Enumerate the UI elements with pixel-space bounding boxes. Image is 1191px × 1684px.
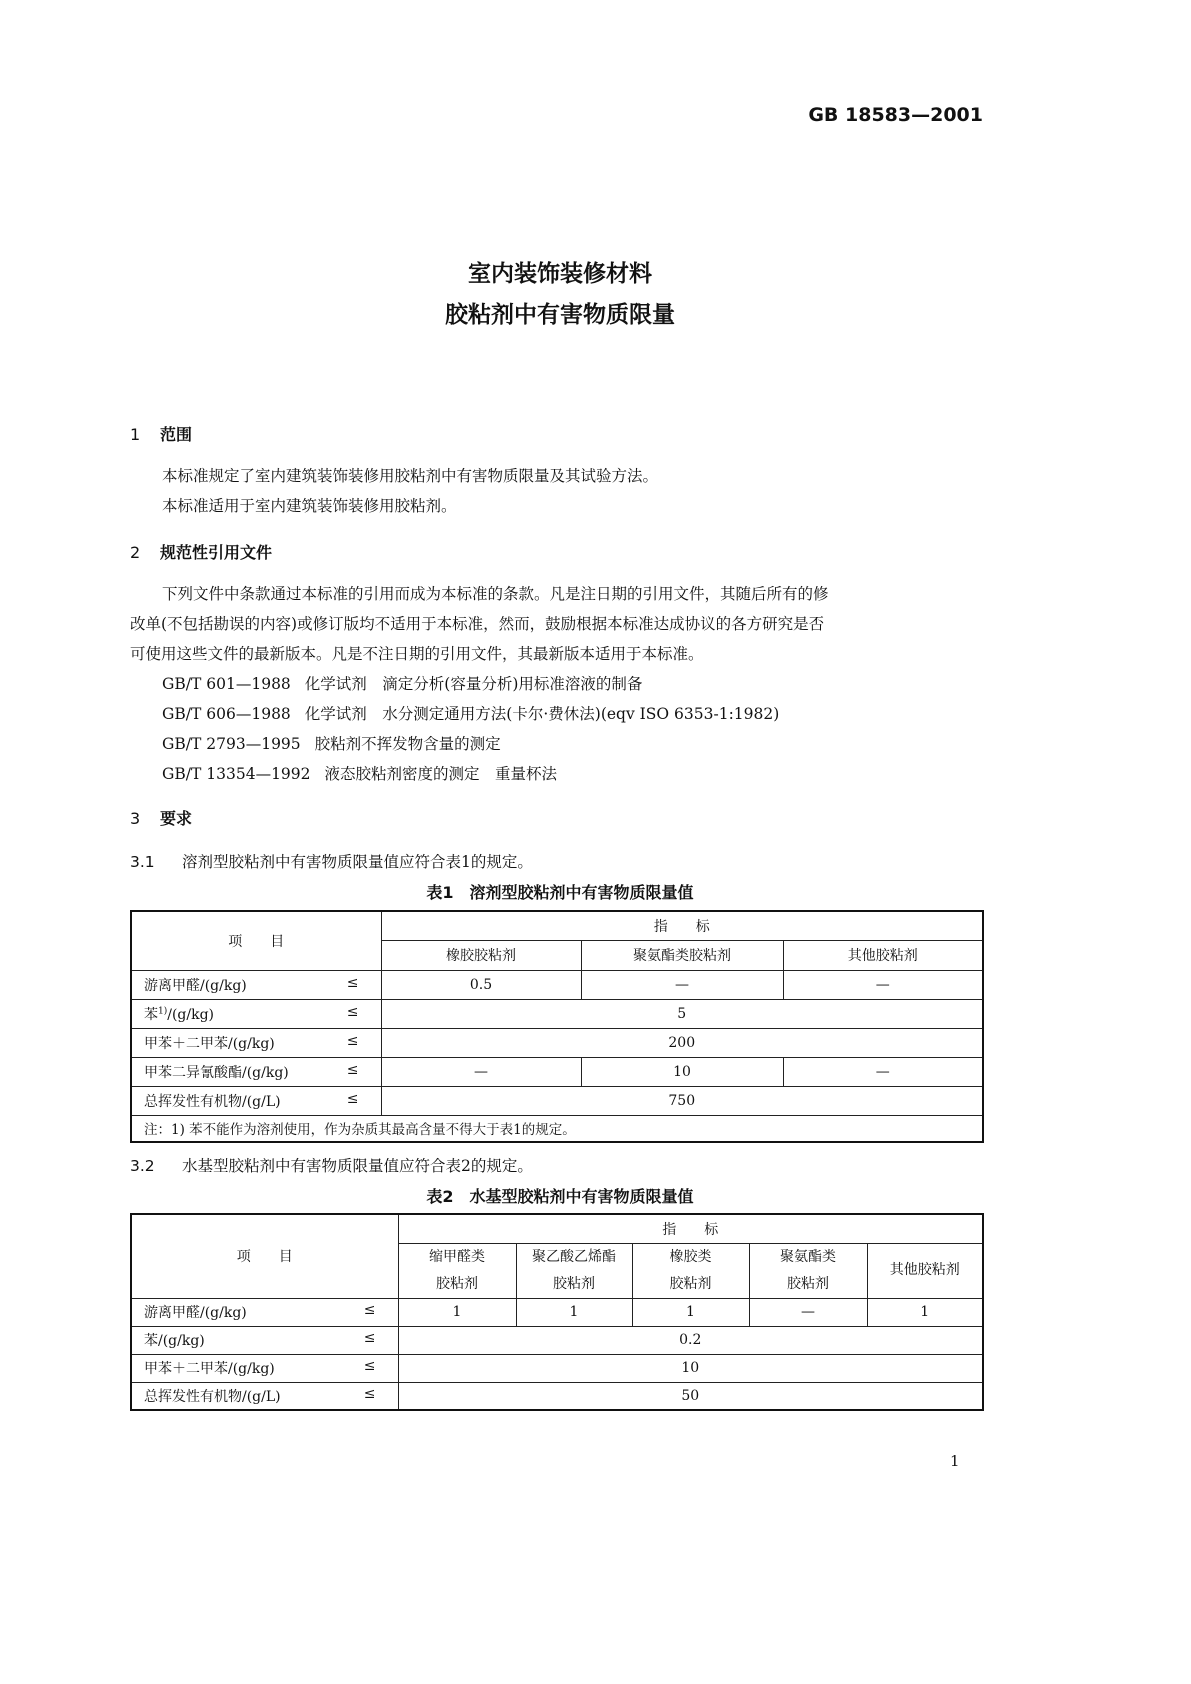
clause-3-1: 3.1 溶剂型胶粘剂中有害物质限量值应符合表1的规定。	[130, 853, 533, 871]
column-header: 橡胶胶粘剂	[381, 940, 581, 970]
value-cell: 1	[398, 1298, 516, 1326]
table-1	[130, 910, 984, 1143]
column-header: 橡胶类 胶粘剂	[632, 1243, 749, 1298]
table-row	[131, 1354, 983, 1382]
paragraph: 改单(不包括勘误的内容)或修订版均不适用于本标准，然而，鼓励根据本标准达成协议的各方研究是否	[130, 615, 825, 633]
column-header: 缩甲醛类 胶粘剂	[398, 1243, 516, 1298]
table-row	[131, 1326, 983, 1354]
value-cell: —	[783, 1057, 983, 1086]
table-row	[131, 1028, 983, 1057]
item-cell: 甲苯＋二甲苯/(g/kg) ≤	[131, 1354, 398, 1382]
reference-title: 化学试剂 水分测定通用方法(卡尔·费休法)(eqv ISO 6353-1:1982)	[304, 705, 780, 723]
column-header: 聚氨酯类 胶粘剂	[749, 1243, 867, 1298]
item-cell: 游离甲醛/(g/kg) ≤	[131, 1298, 398, 1326]
reference-item	[162, 702, 779, 724]
value-cell: 1	[632, 1298, 749, 1326]
item-cell: 总挥发性有机物/(g/L) ≤	[131, 1382, 398, 1410]
reference-item	[162, 762, 557, 784]
table-2	[130, 1213, 984, 1411]
reference-code: GB/T 13354—1992	[162, 765, 311, 783]
item-cell: 总挥发性有机物/(g/L) ≤	[131, 1086, 381, 1115]
value-cell: 10	[398, 1354, 983, 1382]
section-2-heading: 2 规范性引用文件	[130, 543, 273, 562]
reference-item	[162, 732, 501, 754]
reference-title: 液态胶粘剂密度的测定 重量杯法	[324, 765, 558, 783]
title-line-2: 胶粘剂中有害物质限量	[445, 302, 675, 328]
column-header: 聚氨酯类胶粘剂	[581, 940, 783, 970]
item-cell: 甲苯二异氰酸酯/(g/kg) ≤	[131, 1057, 381, 1086]
value-cell: 750	[381, 1086, 983, 1115]
table-row	[131, 999, 983, 1028]
paragraph: 可使用这些文件的最新版本。凡是不注日期的引用文件，其最新版本适用于本标准。	[130, 645, 704, 663]
table-row	[131, 1298, 983, 1326]
reference-code: GB/T 606—1988	[162, 705, 291, 723]
value-cell: 50	[398, 1382, 983, 1410]
item-header: 项 目	[131, 1214, 398, 1298]
item-header: 项 目	[131, 911, 381, 970]
value-cell: 0.5	[381, 970, 581, 999]
section-3-heading: 3 要求	[130, 809, 193, 828]
item-cell: 苯/(g/kg) ≤	[131, 1326, 398, 1354]
table-row	[131, 970, 983, 999]
item-cell: 游离甲醛/(g/kg) ≤	[131, 970, 381, 999]
table-row	[131, 1086, 983, 1115]
column-header: 其他胶粘剂	[867, 1243, 983, 1298]
value-cell: —	[381, 1057, 581, 1086]
table-1-caption: 表1 溶剂型胶粘剂中有害物质限量值	[426, 883, 694, 902]
value-cell: 0.2	[398, 1326, 983, 1354]
value-cell: 5	[381, 999, 983, 1028]
value-cell: —	[749, 1298, 867, 1326]
item-cell: 苯$^{1)}$/(g/kg) ≤	[131, 999, 381, 1028]
table-row	[131, 1382, 983, 1410]
index-header: 指 标	[398, 1214, 983, 1243]
table-note: 注：1) 苯不能作为溶剂使用，作为杂质其最高含量不得大于表1的规定。	[131, 1115, 983, 1142]
value-cell: 10	[581, 1057, 783, 1086]
standard-number: GB 18583—2001	[808, 104, 983, 126]
value-cell: 1	[867, 1298, 983, 1326]
value-cell: 200	[381, 1028, 983, 1057]
column-header: 聚乙酸乙烯酯 胶粘剂	[516, 1243, 632, 1298]
table-row	[131, 1057, 983, 1086]
reference-item	[162, 672, 642, 694]
item-cell: 甲苯＋二甲苯/(g/kg) ≤	[131, 1028, 381, 1057]
table-2-caption: 表2 水基型胶粘剂中有害物质限量值	[426, 1187, 694, 1206]
reference-title: 化学试剂 滴定分析(容量分析)用标准溶液的制备	[304, 675, 643, 693]
value-cell: —	[581, 970, 783, 999]
reference-code: GB/T 601—1988	[162, 675, 291, 693]
paragraph: 本标准规定了室内建筑装饰装修用胶粘剂中有害物质限量及其试验方法。	[162, 467, 659, 485]
clause-3-2: 3.2 水基型胶粘剂中有害物质限量值应符合表2的规定。	[130, 1157, 533, 1175]
title-line-1: 室内装饰装修材料	[468, 261, 652, 287]
section-1-heading: 1 范围	[130, 425, 193, 444]
paragraph: 本标准适用于室内建筑装饰装修用胶粘剂。	[162, 497, 457, 515]
value-cell: —	[783, 970, 983, 999]
paragraph: 下列文件中条款通过本标准的引用而成为本标准的条款。凡是注日期的引用文件，其随后所有的修	[162, 585, 829, 603]
reference-code: GB/T 2793—1995	[162, 735, 301, 753]
index-header: 指 标	[381, 911, 983, 940]
column-header: 其他胶粘剂	[783, 940, 983, 970]
reference-title: 胶粘剂不挥发物含量的测定	[314, 735, 501, 753]
value-cell: 1	[516, 1298, 632, 1326]
page-number: 1	[950, 1452, 960, 1470]
